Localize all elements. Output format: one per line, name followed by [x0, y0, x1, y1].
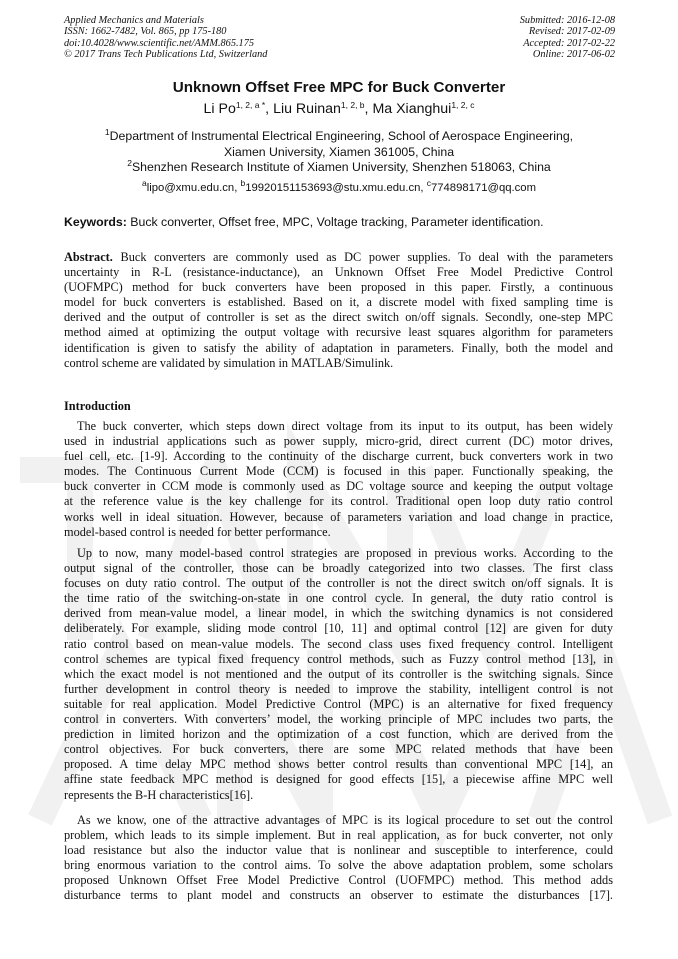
email-sup: c: [426, 178, 431, 188]
paragraph: [64, 546, 613, 803]
issn-line: ISSN: 1662-7482, Vol. 865, pp 175-180: [64, 26, 227, 38]
affiliation-sup: 1: [104, 127, 110, 137]
abstract: [64, 250, 613, 371]
journal-name: Applied Mechanics and Materials: [64, 15, 204, 26]
paragraph-line: load resistance but also the inductor value that is nonlinear and susceptible to interference, could: [64, 843, 613, 858]
author-name: Li Po: [203, 101, 236, 117]
revised-date: Revised: 2017-02-09: [528, 26, 615, 38]
paragraph-line: control in converters. With converters’ model, the working principle of MPC includes two parts, the: [64, 712, 613, 727]
publication-dates: [520, 15, 615, 60]
paragraph-line: the time ratio of the switching-on-state in one control cycle. In general, the duty ratio control is: [64, 591, 613, 606]
paragraph-line: problem, which leads to its simple implement. But in real application, as for buck converter, not only: [64, 828, 613, 843]
email-link[interactable]: 19920151153693@stu.xmu.edu.cn: [245, 182, 421, 194]
affiliation-2: [0, 160, 678, 176]
abstract-line: control scheme are validated by simulation in MATLAB/Simulink.: [64, 355, 394, 370]
abstract-label: Abstract.: [64, 250, 113, 264]
affiliation-text: Shenzhen Research Institute of Xiamen University, Shenzhen 518063, China: [131, 160, 551, 174]
doi-line: doi:10.4028/www.scientific.net/AMM.865.175: [64, 37, 254, 49]
abstract-line: model for buck converters is established. Based on it, a discrete model with fixed sampling time is: [64, 295, 613, 310]
abstract-line: method aimed at optimizing the output voltage with recursive least squares algorithm for parameters: [64, 325, 613, 340]
paragraph-line: As we know, one of the attractive advantages of MPC is its logical procedure to set out the control: [77, 813, 613, 827]
email-link[interactable]: lipo@xmu.edu.cn: [146, 182, 235, 194]
author-sup: 1, 2, a *: [235, 100, 266, 110]
paragraph-line: ratio control based on mean-value models. The second class uses fixed frequency control. Intelligent: [64, 636, 613, 651]
journal-info: [64, 15, 267, 60]
paper-title: Unknown Offset Free MPC for Buck Converter: [172, 79, 506, 96]
paragraph-line: disturbance terms to plant model and constructs an observer to estimate the disturbances [17].: [64, 888, 613, 903]
paragraph: [64, 419, 613, 540]
paragraph: [64, 813, 613, 904]
paragraph-line: affine state feedback MPC method is designed for good effects [15], a piecewise affine MPC well: [64, 772, 613, 787]
author-sup: 1, 2, b: [340, 100, 365, 110]
paragraph-line: further development in control theory is needed to improve the stability, intelligent control is not: [64, 681, 613, 696]
abstract-line: Buck converters are commonly used as DC power supplies. To deal with the parameters: [120, 250, 613, 264]
paragraph-line: proposed. A time delay MPC method shows better control results than conventional MPC [14], an: [64, 757, 613, 772]
email-sup: a: [142, 178, 147, 188]
paragraph-line: buck converter in CCM mode is commonly used as DC voltage source and keeping the output voltage: [64, 479, 613, 494]
paragraph-line: proposed Unknown Offset Free Model Predictive Control (UOFMPC) method. This method adds: [64, 873, 613, 888]
affiliation-1: [0, 129, 678, 160]
paragraph-line: bring enormous variation to the control aims. To solve the above adaptation problem, some scholars: [64, 858, 613, 873]
author-name: Ma Xianghui: [372, 101, 452, 117]
abstract-line: uncertainty in R-L (resistance-inductance), an Unknown Offset Free Model Predictive Control: [64, 265, 613, 280]
paragraph-line: focuses on duty ratio control. The output of the controller is not the direct switch on/off signals. It is: [64, 576, 613, 591]
copyright-line: © 2017 Trans Tech Publications Ltd, Switzerland: [64, 48, 268, 60]
affiliation-sup: 2: [127, 158, 132, 168]
paragraph-line: derived from mean-value model, a linear model, in which the switching dynamics is not considered: [64, 606, 613, 621]
author-sup: 1, 2, c: [451, 100, 475, 110]
paragraph-line: prediction in limited horizon and the optimization of a cost function, which are derived from the: [64, 727, 613, 742]
abstract-line: (UOFMPC) method for buck converters have been proposed in this paper. Firstly, a continuous: [64, 280, 613, 295]
paragraph-line: at the reference value is the key challenge for its control. Traditional open loop duty ratio control: [64, 494, 613, 509]
author-list: Li $Po^{1, 2, a *}$, Liu Ruinan$^{1, 2, b}$, Ma Xianghui$^{1, 2, c}$: [203, 100, 475, 117]
online-date: Online: 2017-06-02: [532, 48, 615, 60]
abstract-line: derived and the output of controller is set as the direct switch on/off signals. Secondly, one-step MPC: [64, 310, 613, 325]
section-heading: Introduction: [64, 399, 131, 413]
keywords: [64, 215, 544, 229]
email-link[interactable]: 774898171@qq.com: [430, 182, 536, 194]
email-sup: b: [240, 178, 246, 188]
author-name: Liu Ruinan: [273, 101, 341, 117]
paragraph-line: control objectives. For buck converters, there are some MPC related methods that have been: [64, 742, 613, 757]
paragraph-line: output signal of the controller, those can be broadly categorized into two classes. The first class: [64, 561, 613, 576]
paragraph-line: control schemes are typical fixed frequency control methods, such as Fuzzy control method [13], in: [64, 651, 613, 666]
paragraph-line: The buck converter, which steps down direct voltage from its input to its output, has been widely: [77, 419, 613, 433]
paragraph-line: used in industrial applications such as power supply, micro-grid, direct current (DC) motor drives,: [64, 434, 613, 449]
paragraph-line: modes. The Continuous Current Mode (CCM) is focused in this paper. Functionally speaking, the: [64, 464, 613, 479]
submitted-date: Submitted: 2016-12-08: [519, 15, 615, 26]
accepted-date: Accepted: 2017-02-22: [523, 37, 615, 49]
paragraph-line: represents the B-H characteristics[16].: [64, 787, 254, 802]
paragraph-line: model-based control is needed for better performance.: [64, 524, 331, 539]
paragraph-line: Up to now, many model-based control strategies are proposed in previous works. According to the: [77, 546, 613, 560]
paragraph-line: which the exact model is not mentioned and the output of its controller is the switching signals. Since: [64, 666, 613, 681]
keywords-text: Buck converter, Offset free, MPC, Voltage tracking, Parameter identification.: [130, 215, 544, 229]
keywords-label: Keywords:: [64, 215, 127, 229]
email-list: $^a$lipo@xmu.edu.cn, $^b$19920151153693@stu.xmu.edu.cn, $^c$774898171@qq.com: [142, 178, 536, 194]
abstract-line: identification is given to satisfy the ability of adaptation in parameters. Finally, both the model and: [64, 340, 613, 355]
affiliation-text: Xiamen University, Xiamen 361005, China: [223, 144, 455, 159]
paragraph-line: works well in ideal situation. However, because of parameters variation and load change in practice,: [64, 509, 613, 524]
paragraph-line: fuel cell, etc. [1-9]. According to the continuity of the discharge current, buck converters work in two: [64, 449, 613, 464]
affiliation-text: Department of Instrumental Electrical Engineering, School of Aerospace Engineering,: [109, 129, 574, 143]
paragraph-line: suitable for real application. Model Predictive Control (MPC) is an alternative for fixed frequency: [64, 696, 613, 711]
paragraph-line: deliberately. For example, sliding mode control [10, 11] and optimal control [12] are given for duty: [64, 621, 613, 636]
